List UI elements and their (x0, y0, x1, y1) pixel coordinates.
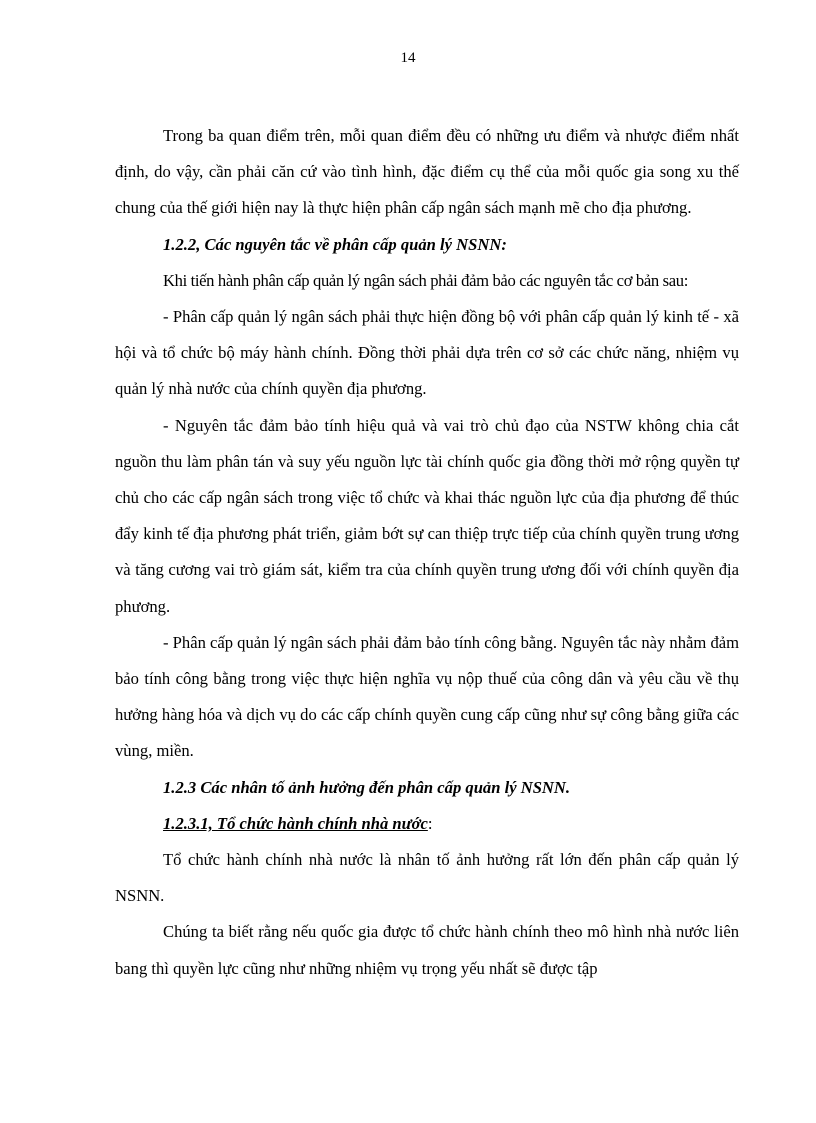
paragraph-principles-intro: Khi tiến hành phân cấp quản lý ngân sách phải đảm bảo các nguyên tắc cơ bản sau: (163, 270, 688, 290)
paragraph-federal-model: Chúng ta biết rằng nếu quốc gia được tổ chức hành chính theo mô hình nhà nước liên bang thì quyền lực cũng như những nhiệm vụ trọng yếu nhất sẽ được tập (115, 922, 739, 978)
section-heading-1-2-3: 1.2.3 Các nhân tố ảnh hưởng đến phân cấp quản lý NSNN. (163, 777, 571, 797)
paragraph-principle-fairness: - Phân cấp quản lý ngân sách phải đảm bảo tính công bằng. Nguyên tắc này nhằm đảm bảo tính công bằng trong việc thực hiện nghĩa vụ nộp thuế của công dân và yêu cầu về thụ hưởng hàng hóa và dịch vụ do các cấp chính quyền cung cấp cũng như sự công bằng giữa các vùng, miền. (115, 632, 740, 761)
page-body (115, 118, 739, 987)
section-heading-1-2-2: 1.2.2, Các nguyên tắc về phân cấp quản lý NSNN: (163, 234, 507, 254)
page-number: 14 (400, 50, 416, 66)
paragraph-principle-sync: - Phân cấp quản lý ngân sách phải thực hiện đồng bộ với phân cấp quản lý kinh tế - xã hội và tổ chức bộ máy hành chính. Đồng thời phải dựa trên cơ sở các chức năng, nhiệm vụ quản lý nhà nước của chính quyền địa phương. (115, 307, 739, 399)
paragraph-principle-efficiency: - Nguyên tắc đảm bảo tính hiệu quả và vai trò chủ đạo của NSTW không chia cắt nguồn thu làm phân tán và suy yếu nguồn lực tài chính quốc gia đồng thời mở rộng quyền tự chủ cho các cấp ngân sách trong việc tổ chức và khai thác nguồn lực của địa phương để thúc đẩy kinh tế địa phương phát triển, giảm bớt sự can thiệp trực tiếp của chính quyền trung ương và tăng cương vai trò giám sát, kiểm tra của chính quyền trung ương đối với chính quyền địa phương. (115, 415, 739, 616)
subsection-heading-text: 1.2.3.1, Tổ chức hành chính nhà nước (163, 813, 428, 833)
paragraph-admin-factor: Tổ chức hành chính nhà nước là nhân tố ảnh hưởng rất lớn đến phân cấp quản lý NSNN. (115, 850, 739, 906)
subsection-heading-1-2-3-1 (115, 806, 739, 842)
subsection-heading-colon: : (427, 813, 433, 833)
paragraph-intro: Trong ba quan điểm trên, mỗi quan điểm đều có những ưu điểm và nhược điểm nhất định, do vậy, cần phải căn cứ vào tình hình, đặc điểm cụ thể của mỗi quốc gia song xu thế chung của thế giới hiện nay là thực hiện phân cấp ngân sách mạnh mẽ cho địa phương. (115, 126, 739, 218)
